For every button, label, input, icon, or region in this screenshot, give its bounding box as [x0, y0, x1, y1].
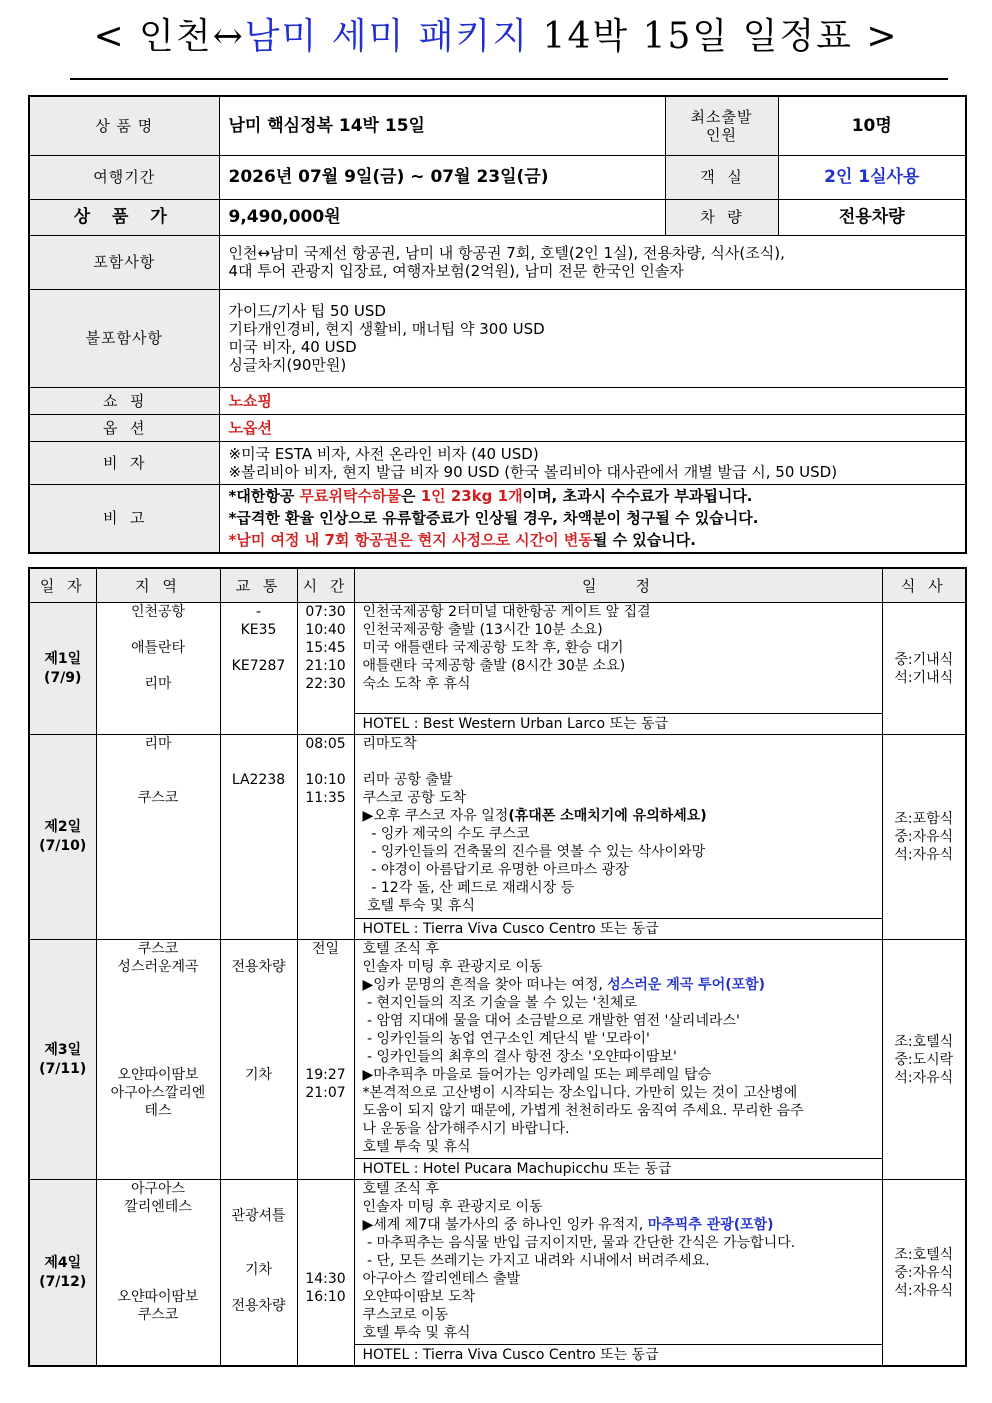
day-row: [29, 603, 966, 714]
header-plan: 일 정: [354, 568, 882, 603]
time-item: 15:45: [305, 640, 346, 656]
option-value: 노옵션: [219, 414, 966, 441]
meal-item: 석:자유식: [894, 1282, 954, 1299]
meal-item: 조:호텔식: [894, 1033, 954, 1050]
remark-highlight: 무료위탁수하물: [299, 487, 401, 506]
region-name: 리마: [144, 676, 172, 692]
included-line: 4대 투어 관광지 입장료, 여행자보험(2억원), 남미 전문 한국인 인솔자: [228, 262, 684, 280]
visa-label: 비 자: [29, 441, 219, 484]
meal-cell: [882, 940, 966, 1180]
excluded-line: 가이드/기사 팁 50 USD: [228, 302, 386, 320]
meal-cell: [882, 603, 966, 735]
day-number: 제1일: [44, 650, 82, 667]
title-prefix: < 인천↔: [93, 16, 245, 57]
plan-text: ▶오후 쿠스코 자유 일정: [362, 808, 509, 824]
excluded-value: [219, 289, 966, 387]
day-cell: [29, 735, 96, 940]
blank-space: [298, 958, 354, 1066]
hotel-cell: HOTEL : Hotel Pucara Machupicchu 또는 동급: [354, 1159, 882, 1180]
period-label: 여행기간: [29, 155, 219, 199]
plan-line: 숙소 도착 후 휴식: [362, 676, 471, 692]
meal-item: 조:포함식: [894, 811, 954, 827]
plan-line: 호텔 조식 후: [362, 941, 440, 957]
blank-space: [97, 1216, 220, 1288]
region-name: 리마: [144, 736, 172, 752]
transport-cell: [220, 1180, 297, 1367]
header-region: 지 역: [96, 568, 220, 603]
meal-item: 중:자유식: [894, 1264, 954, 1281]
plan-line: [363, 807, 882, 825]
region-name: 깔리엔테스: [124, 1199, 192, 1215]
plan-line: - 잉카인들의 농업 연구소인 계단식 밭 '모라이': [362, 1031, 650, 1047]
transport-item: LA2238: [231, 772, 286, 788]
region-name: 아구아스깔리엔: [110, 1085, 206, 1101]
plan-cell: [354, 735, 882, 919]
plan-line: - 마추픽추는 음식물 반입 금지이지만, 물과 간단한 간식은 가능합니다.: [362, 1235, 796, 1251]
region-name: 오얀따이땀보: [117, 1067, 199, 1083]
region-name: 테스: [144, 1103, 172, 1119]
min-travelers-value: 10명: [778, 96, 966, 155]
remark-line-1: [229, 485, 966, 507]
remark-highlight: 1인 23kg 1개: [420, 487, 523, 506]
time-cell: [297, 940, 354, 1180]
plan-line: 리마 공항 출발: [362, 772, 453, 788]
plan-line: - 현지인들의 직조 기술을 볼 수 있는 '친체로: [362, 995, 637, 1011]
region-name: 쿠스코: [137, 1307, 179, 1323]
meal-cell: [882, 1180, 966, 1367]
min-travelers-label-line: 인원: [706, 125, 737, 144]
plan-line: 인솔자 미팅 후 관광지로 이동: [362, 1199, 543, 1215]
meal-item: 중:도시락: [894, 1051, 954, 1068]
header-day: 일 자: [29, 568, 96, 603]
remark-text: 이며, 초과시 수수료가 부과됩니다.: [522, 487, 753, 506]
time-item: 21:10: [305, 658, 346, 674]
excluded-line: 싱글차지(90만원): [228, 356, 347, 374]
remark-highlight: *남미 여정 내 7회 항공권은 현지 사정으로 시간이 변동: [228, 531, 593, 550]
time-item: 16:10: [305, 1289, 346, 1305]
shopping-value: 노쇼핑: [219, 387, 966, 414]
visa-value: [219, 441, 966, 484]
day-cell: [29, 603, 96, 735]
remarks-label: 비 고: [29, 484, 219, 553]
plan-cell: [354, 940, 882, 1159]
plan-highlight: 성스러운 계곡 투어(포함): [607, 977, 766, 993]
blank-line: [221, 940, 297, 958]
header-meal: 식 사: [882, 568, 966, 603]
schedule-table: [28, 567, 967, 1367]
plan-cell: [354, 1180, 882, 1345]
transport-item: KE35: [240, 622, 277, 638]
room-label: 객 실: [665, 155, 778, 199]
transport-item: 기차: [244, 1262, 273, 1278]
shopping-label: 쇼 핑: [29, 387, 219, 414]
header-time: 시 간: [297, 568, 354, 603]
vehicle-value: 전용차량: [778, 199, 966, 235]
meal-cell: [882, 735, 966, 940]
time-item: 07:30: [305, 604, 346, 620]
region-cell: [96, 940, 220, 1180]
visa-line: ※미국 ESTA 비자, 사전 온라인 비자 (40 USD): [228, 444, 539, 463]
blank-line: [97, 657, 220, 675]
transport-cell: [220, 735, 297, 940]
plan-line: 리마도착: [362, 736, 417, 752]
time-item: 전일: [311, 941, 340, 957]
plan-line: 오얀따이땀보 도착: [362, 1289, 476, 1305]
plan-line: 나 운동을 삼가해주시기 바랍니다.: [362, 1121, 570, 1137]
plan-line: 미국 애틀랜타 국제공항 도착 후, 환승 대기: [362, 640, 624, 656]
plan-line: 인천국제공항 2터미널 대한항공 게이트 앞 집결: [362, 604, 651, 620]
region-cell: [96, 735, 220, 940]
plan-text: ▶잉카 문명의 흔적을 찾아 떠나는 여정,: [362, 977, 608, 993]
option-label: 옵 션: [29, 414, 219, 441]
included-line: 인천↔남미 국제선 항공권, 남미 내 항공권 7회, 호텔(2인 1실), 전용차량, 식사(조식),: [228, 244, 785, 262]
blank-space: [221, 1225, 297, 1261]
day-number: 제4일: [44, 1254, 82, 1271]
plan-text: ▶세계 제7대 불가사의 중 하나인 잉카 유적지,: [362, 1217, 648, 1233]
excluded-line: 미국 비자, 40 USD: [228, 338, 357, 356]
time-item: 19:27: [305, 1067, 346, 1083]
remark-line-2: *급격한 환율 인상으로 유류할증료가 인상될 경우, 차액분이 청구될 수 있습니다.: [228, 509, 759, 528]
time-item: 22:30: [305, 676, 346, 692]
day-cell: [29, 940, 96, 1180]
region-name: 애틀란타: [130, 640, 186, 656]
plan-line: [363, 1216, 882, 1234]
price-label: 상 품 가: [29, 199, 219, 235]
hotel-cell: HOTEL : Tierra Viva Cusco Centro 또는 동급: [354, 919, 882, 940]
page-title: [0, 8, 992, 59]
plan-line: [363, 976, 882, 994]
time-item: 21:07: [305, 1085, 346, 1101]
room-value: 2인 1실사용: [778, 155, 966, 199]
region-name: 인천공항: [130, 604, 186, 620]
plan-line: 쿠스코로 이동: [362, 1307, 449, 1323]
day-date: (7/12): [39, 1273, 87, 1290]
region-cell: [96, 603, 220, 735]
plan-line: 애틀랜타 국제공항 출발 (8시간 30분 소요): [362, 658, 626, 674]
meal-item: 석:자유식: [894, 847, 954, 863]
blank-line: [221, 735, 297, 771]
transport-item: -: [255, 604, 262, 620]
plan-line: - 암염 지대에 물을 대어 소금밭으로 개발한 염전 '살리네라스': [362, 1013, 740, 1029]
time-item: 10:40: [305, 622, 346, 638]
product-name-label: 상 품 명: [29, 96, 219, 155]
plan-cell: [354, 603, 882, 714]
region-cell: [96, 1180, 220, 1367]
plan-bold-text: (휴대폰 소매치기에 유의하세요): [508, 808, 707, 824]
time-item: 11:35: [305, 790, 346, 806]
plan-line: - 야경이 아름답기로 유명한 아르마스 광장: [362, 862, 629, 878]
plan-line: 호텔 투숙 및 휴식: [362, 898, 475, 914]
product-name-value: 남미 핵심정복 14박 15일: [219, 96, 665, 155]
plan-line: *본격적으로 고산병이 시작되는 장소입니다. 가만히 있는 것이 고산병에: [362, 1085, 798, 1101]
plan-line: 아구아스 깔리엔테스 출발: [362, 1271, 521, 1287]
included-value: [219, 235, 966, 289]
blank-line: [221, 639, 297, 657]
remark-line-3: [229, 529, 966, 551]
plan-line: 호텔 투숙 및 휴식: [362, 1325, 471, 1341]
visa-line: ※볼리비아 비자, 현지 발급 비자 90 USD (한국 볼리비아 대사관에서 개별 발급 시, 50 USD): [228, 462, 838, 481]
day-date: (7/10): [39, 838, 87, 854]
time-item: 14:30: [305, 1271, 346, 1287]
time-cell: [297, 603, 354, 735]
transport-item: 전용차량: [231, 1298, 286, 1314]
region-name: 쿠스코: [137, 941, 179, 957]
plan-line: - 단, 모든 쓰레기는 가지고 내려와 시내에서 버려주세요.: [362, 1253, 710, 1269]
transport-item: 전용차량: [231, 959, 286, 975]
title-suffix: 14박 15일 일정표 >: [529, 16, 899, 57]
min-travelers-label: [665, 96, 778, 155]
region-name: 성스러운계곡: [117, 959, 199, 975]
blank-line: [221, 1279, 297, 1297]
plan-line: - 12각 돌, 산 페드로 재래시장 등: [362, 880, 575, 896]
day-date: (7/9): [44, 669, 82, 686]
day-row: [29, 1180, 966, 1345]
remarks-value: [219, 484, 966, 553]
header-transport: 교 통: [220, 568, 297, 603]
plan-line: 호텔 조식 후: [362, 1181, 440, 1197]
plan-line: ▶마추픽추 마을로 들어가는 잉카레일 또는 페루레일 탑승: [362, 1067, 712, 1083]
region-name: 오얀따이땀보: [117, 1289, 199, 1305]
day-row: [29, 735, 966, 919]
plan-line: 도움이 되지 않기 때문에, 가볍게 천천히라도 움직여 주세요. 무리한 음주: [362, 1103, 804, 1119]
hotel-cell: HOTEL : Tierra Viva Cusco Centro 또는 동급: [354, 1345, 882, 1367]
blank-space: [97, 976, 220, 1066]
remark-text: 은: [400, 487, 421, 506]
plan-line: 인솔자 미팅 후 관광지로 이동: [362, 959, 543, 975]
title-underline: [70, 78, 948, 80]
meal-item: 조:호텔식: [894, 1246, 954, 1263]
blank-line: [97, 621, 220, 639]
blank-line: [363, 753, 882, 771]
plan-line: - 잉카 제국의 수도 쿠스코: [362, 826, 530, 842]
day-number: 제3일: [44, 1041, 82, 1058]
plan-line: 호텔 투숙 및 휴식: [362, 1139, 471, 1155]
hotel-cell: HOTEL : Best Western Urban Larco 또는 동급: [354, 714, 882, 735]
transport-item: 관광셔틀: [231, 1208, 286, 1224]
meal-item: 석:기내식: [894, 669, 954, 686]
vehicle-label: 차 량: [665, 199, 778, 235]
region-name: 아구아스: [130, 1181, 186, 1197]
time-item: 10:10: [305, 772, 346, 788]
excluded-line: 기타개인경비, 현지 생활비, 매너팁 약 300 USD: [228, 320, 545, 338]
region-name: 쿠스코: [137, 790, 179, 806]
meal-item: 중:자유식: [894, 829, 954, 845]
remark-text: *대한항공: [228, 487, 300, 506]
included-label: 포함사항: [29, 235, 219, 289]
transport-cell: [220, 603, 297, 735]
transport-cell: [220, 940, 297, 1180]
day-date: (7/11): [39, 1060, 87, 1077]
plan-highlight: 마추픽추 관광(포함): [647, 1217, 774, 1233]
day-number: 제2일: [44, 819, 82, 835]
plan-line: - 잉카인들의 건축물의 진수를 엿볼 수 있는 삭사이와망: [362, 844, 706, 860]
min-travelers-label-line: 최소출발: [690, 107, 753, 126]
remark-text: 될 수 있습니다.: [592, 531, 696, 550]
blank-line: [97, 753, 220, 789]
plan-line: - 잉카인들의 최후의 결사 항전 장소 '오얀따이땀보': [362, 1049, 677, 1065]
meal-item: 중:기내식: [894, 651, 954, 668]
transport-item: 기차: [244, 1067, 273, 1083]
blank-line: [298, 753, 354, 771]
plan-line: 인천국제공항 출발 (13시간 10분 소요): [362, 622, 603, 638]
blank-space: [221, 1180, 297, 1207]
transport-item: KE7287: [231, 658, 286, 674]
title-highlight: 남미 세미 패키지: [244, 16, 530, 57]
blank-space: [221, 976, 297, 1066]
meal-item: 석:자유식: [894, 1069, 954, 1086]
schedule-header-row: [29, 568, 966, 603]
time-item: 08:05: [305, 736, 346, 752]
excluded-label: 불포함사항: [29, 289, 219, 387]
day-row: [29, 940, 966, 1159]
price-value: 9,490,000원: [219, 199, 665, 235]
product-info-table: [28, 95, 967, 554]
blank-space: [298, 1180, 354, 1270]
day-cell: [29, 1180, 96, 1367]
time-cell: [297, 1180, 354, 1367]
time-cell: [297, 735, 354, 940]
period-value: 2026년 07월 9일(금) ~ 07월 23일(금): [219, 155, 665, 199]
plan-line: 쿠스코 공항 도착: [362, 790, 467, 806]
